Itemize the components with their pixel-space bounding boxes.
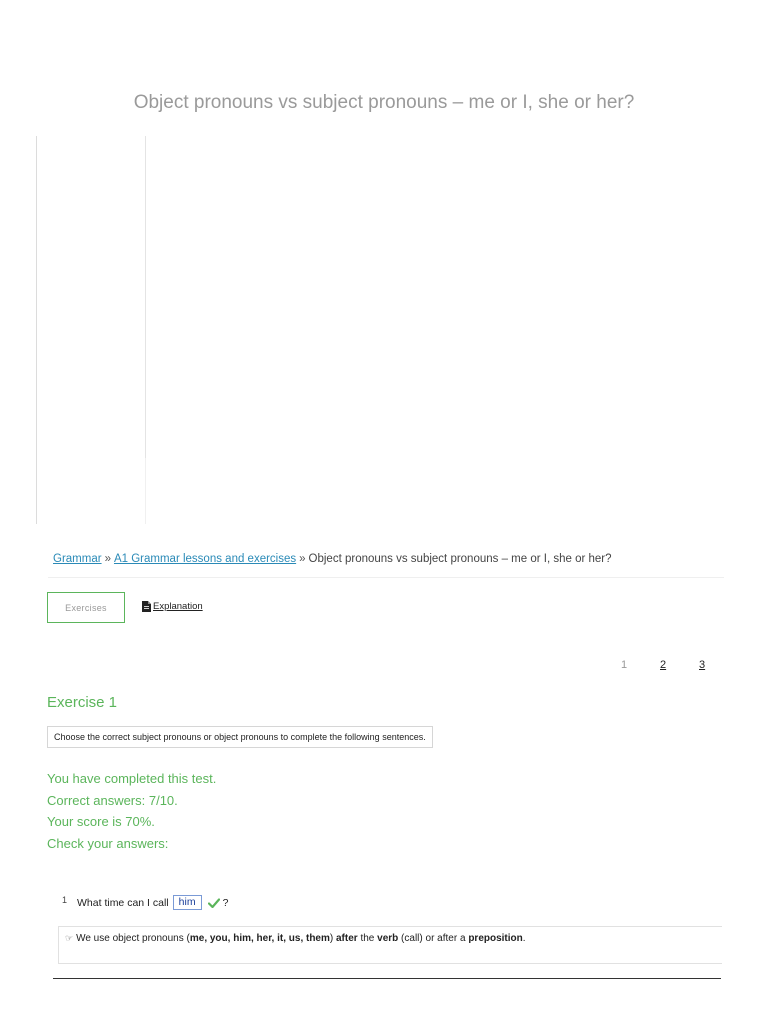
tab-exercises-label: Exercises [65,602,107,613]
breadcrumb-current: Object pronouns vs subject pronouns – me or I, she or her? [308,553,612,565]
exercise-title: Exercise 1 [47,694,118,711]
explanation-text: We use object pronouns ( [76,933,190,944]
breadcrumb-separator: » [299,553,306,565]
answer-explanation [58,926,722,964]
ad-placeholder [36,136,146,524]
breadcrumb-divider [48,577,724,578]
tab-explanation[interactable] [142,601,203,612]
explanation-bold: preposition [468,933,523,944]
breadcrumb-separator: » [104,553,111,565]
breadcrumb-link-a1-grammar[interactable]: A1 Grammar lessons and exercises [113,553,297,565]
explanation-bold: me, you, him, her, it, us, them [189,933,330,944]
result-score: Your score is 70%. [47,814,155,829]
result-completed: You have completed this test. [47,771,217,786]
pointing-hand-icon: ☞ [65,933,74,943]
breadcrumb-link-grammar[interactable]: Grammar [53,553,102,565]
question-number: 1 [62,894,68,905]
test-result [47,768,216,854]
result-check-answers: Check your answers: [47,835,169,851]
explanation-text: (call) or after a [398,933,469,944]
explanation-text: . [522,933,526,944]
question-text-before: What time can I call [77,896,169,909]
checkmark-icon [208,898,220,908]
explanation-text: the [357,933,378,944]
tab-exercises[interactable] [47,592,125,623]
question-row [62,895,228,910]
page-title: Object pronouns vs subject pronouns – me or I, she or her? [133,92,635,113]
result-correct-answers: Correct answers: 7/10. [47,792,178,808]
document-icon [142,601,151,612]
ad-border-left [36,136,37,524]
page-link-2[interactable]: 2 [660,659,667,671]
ad-border-right [145,136,146,458]
explanation-bold: after [336,933,358,944]
ad-border-right-lower [145,458,146,524]
breadcrumb [53,553,612,565]
explanation-bold: verb [377,933,399,944]
page-link-1[interactable]: 1 [621,659,628,671]
page-link-3[interactable]: 3 [699,659,706,671]
question-text-after: ? [222,896,229,909]
answer-field[interactable]: him [173,895,202,910]
explanation-text: ) [329,933,336,944]
exercise-instruction: Choose the correct subject pronouns or object pronouns to complete the following sentences. [47,726,433,748]
section-divider [53,978,721,979]
tab-explanation-label: Explanation [153,601,203,612]
